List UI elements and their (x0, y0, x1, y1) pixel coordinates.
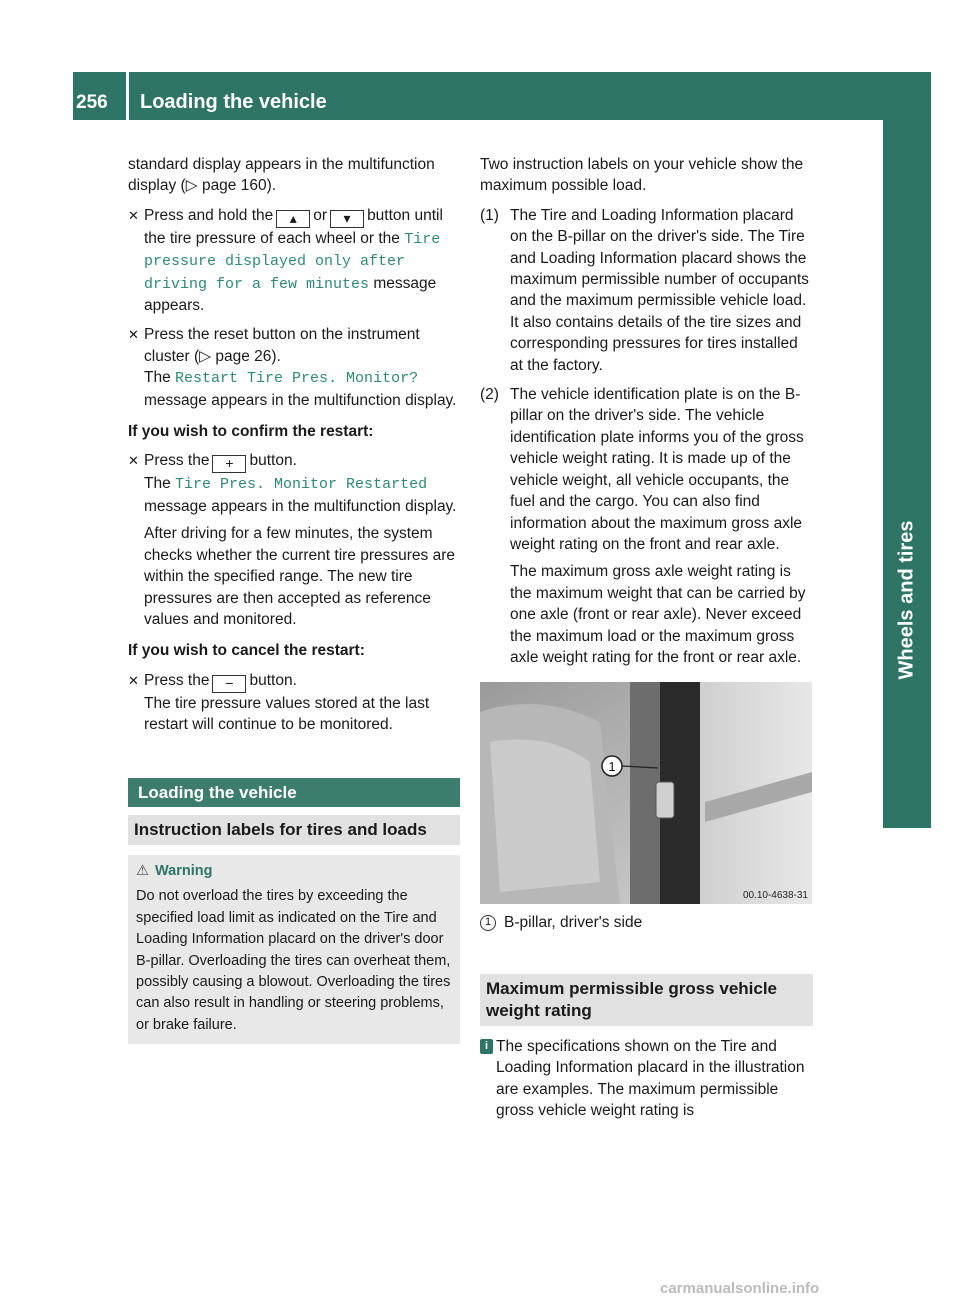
step-confirm: ✕ Press the + button. The Tire Pres. Monitor Restarted message appears in the multifunction display. After driving for a few minutes, the system checks whether the current tire pressures are within the specified range. The new tire pressures are then accepted as reference values and monitored. (128, 450, 460, 630)
display-message: Restart Tire Pres. Monitor? (175, 370, 419, 388)
step-cancel: ✕ Press the − button. The tire pressure values stored at the last restart will continue to be monitored. (128, 671, 430, 734)
list-item: (1) The Tire and Loading Information placard on the B-pillar on the driver's side. The Tire and Loading Information placard shows the maximum permissible number of occupants and the maximum permissible vehicle load. It also contains details of the tire sizes and corresponding pressures for tires installed at the factory. (480, 206, 809, 374)
warning-triangle-icon: ⚠ (136, 862, 149, 879)
b-pillar-photo (480, 682, 812, 904)
intro-text: standard display appears in the multifunction display (▷ page 160). (128, 156, 435, 195)
confirm-heading: If you wish to confirm the restart: (128, 423, 374, 441)
right-column (480, 154, 813, 1121)
page-title: Loading the vehicle (140, 91, 327, 113)
step-press-hold: ✕ Press and hold the ▴ or ▾ button until the tire pressure of each wheel or the Tire pressure displayed only after driving for a few minutes message appears. (128, 206, 443, 315)
warning-box (128, 855, 460, 1044)
minus-button-icon: − (212, 675, 246, 693)
photo-code: 00.10-4638-31 (742, 890, 808, 902)
step-arrow-icon: ✕ (128, 207, 139, 223)
b-pillar-illustration (480, 682, 812, 904)
labels-intro: Two instruction labels on your vehicle show the maximum possible load. (480, 156, 804, 195)
section-title: Loading the vehicle (128, 778, 460, 807)
photo-caption: 1 B-pillar, driver's side (480, 912, 813, 933)
header-separator (126, 72, 129, 120)
step-arrow-icon: ✕ (128, 672, 139, 688)
subsection-title: Maximum permissible gross vehicle weight rating (480, 974, 813, 1026)
step-reset-button: ✕ Press the reset button on the instrument cluster (▷ page 26). The Restart Tire Pres. Monitor? message appears in the multifunction display. (128, 326, 457, 409)
step-arrow-icon: ✕ (128, 327, 139, 343)
display-message: Tire Pres. Monitor Restarted (175, 476, 428, 494)
list-item: (2) The vehicle identification plate is on the B-pillar on the driver's side. The vehicle identification plate informs you of the gross vehicle weight rating. It is made up of the vehicle weight, all vehicle occupants, the fuel and the cargo. You can also find information about the maximum gross axle weight rating on the front and rear axle. The maximum gross axle weight rating is the maximum weight that can be carried by one axle (front or rear axle). Never exceed the maximum load or the maximum gross axle weight rating for the front or rear axle. (480, 386, 806, 666)
cancel-heading: If you wish to cancel the restart: (128, 642, 365, 660)
page-number: 256 (76, 92, 108, 113)
step-note: After driving for a few minutes, the system checks whether the current tire pressures are within the specified range. The new tire pressures are then accepted as reference values and monitored. (144, 525, 455, 628)
down-button-icon: ▾ (330, 210, 364, 228)
up-button-icon: ▴ (276, 210, 310, 228)
info-icon: i (480, 1039, 493, 1054)
info-note: i The specifications shown on the Tire and Loading Information placard in the illustration are examples. The maximum permissible gross vehicle weight rating is (480, 1036, 813, 1122)
warning-text: Do not overload the tires by exceeding the specified load limit as indicated on the Tire and Loading Information placard on the driver's door B-pillar. Overloading the tires can overheat them, possibly causing a blowout. Overloading the tires can also result in handling or steering problems, or brake failure. (136, 888, 451, 1033)
side-tab-label: Wheels and tires (895, 520, 918, 680)
subsection-title: Instruction labels for tires and loads (128, 815, 460, 845)
left-column (128, 154, 460, 1044)
step-arrow-icon: ✕ (128, 453, 139, 469)
warning-title: ⚠ Warning (136, 861, 452, 882)
watermark: carmanualsonline.info (660, 1280, 820, 1297)
plus-button-icon: + (212, 455, 246, 473)
caption-number: 1 (480, 915, 496, 931)
photo-callout: 1 (608, 759, 616, 775)
side-tab[interactable] (883, 72, 931, 828)
display-message: Tire pressure displayed only after driving for a few minutes (144, 230, 441, 293)
